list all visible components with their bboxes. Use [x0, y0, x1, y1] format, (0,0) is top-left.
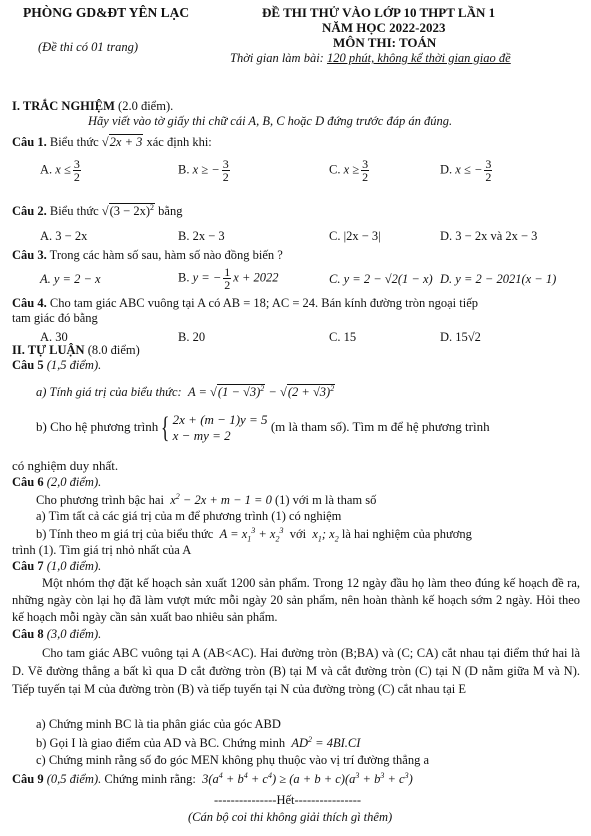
q1-option-a: A. x ≤ $\frac{3}{2}$	[40, 157, 80, 184]
q8-score: (3,0 điểm).	[46, 627, 102, 641]
q8-part-b: b) Gọi I là giao điểm của AD và BC. Chứng minh $AD^2 = 4BI.CI$	[36, 735, 361, 751]
part1-heading	[12, 99, 173, 114]
q9-text: Chứng minh rằng:	[104, 772, 196, 787]
q4-option-a: A. 30	[40, 330, 68, 344]
q7-score: (1,0 điểm).	[46, 559, 102, 573]
q6-part-b: b) Tính theo m giá trị của biểu thức $A = x_1^3 + x_2^3$ với $x_1$; $x_2$ là hai nghiệm của phương	[36, 526, 472, 544]
q5-heading	[12, 358, 101, 373]
q2-c-letter: C.	[329, 229, 341, 243]
q1-option-b: B. x ≥ − $\frac{3}{2}$	[178, 157, 229, 184]
time-prefix: Thời gian làm bài:	[230, 51, 327, 65]
footer-note: (Cán bộ coi thi không giải thích gì thêm)	[188, 810, 393, 824]
q1-radicand: 2x + 3	[109, 135, 143, 149]
q6-part-a: a) Tìm tất cả các giá trị của m để phương trình (1) có nghiệm	[36, 509, 342, 523]
q2-option-b: B. 2x − 3	[178, 229, 225, 243]
q5-eq1: 2x + (m − 1)y = 5	[172, 412, 268, 427]
q5-part-b-cont: có nghiệm duy nhất.	[12, 458, 119, 473]
q1-label: Câu 1.	[12, 135, 47, 149]
q4-option-c: C. 15	[329, 330, 357, 344]
q2-option-c	[329, 229, 381, 244]
q2-option-a: A. 3 − 2x	[40, 229, 88, 243]
q8-part-c: c) Chứng minh rằng số đo góc MEN không phụ thuộc vào vị trí đường thẳng a	[36, 753, 430, 767]
q2-option-d: D. 3 − 2x và 2x − 3	[440, 229, 538, 243]
part2-heading	[12, 343, 140, 358]
department-name: PHÒNG GD&ĐT YÊN LẠC	[23, 5, 190, 20]
q5-part-b: b) Cho hệ phương trình{ 2x + (m − 1)y = 5 x − my = 2 (m là tham số). Tìm m để hệ phương trình	[36, 411, 490, 444]
q6-b-text: b) Tính theo m giá trị của biểu thức	[36, 527, 214, 542]
q2-c-value: |2x − 3|	[343, 229, 381, 243]
q7-label: Câu 7	[12, 559, 44, 573]
q1-stem: Câu 1. Biểu thức √2x + 3 xác định khi:	[12, 135, 212, 149]
q4-label: Câu 4.	[12, 296, 47, 310]
q6-b-tail: là hai nghiệm của phương	[341, 527, 472, 542]
time-value: 120 phút, không kể thời gian giao đề	[326, 51, 511, 65]
q8-heading	[12, 627, 101, 642]
q3-stem	[12, 248, 283, 263]
q7-text: Một nhóm thợ đặt kế hoạch sản xuất 1200 sản phẩm. Trong 12 ngày đầu họ làm theo đúng kế hoạch đề ra, những ngày còn lại họ đã làm vượt mức mỗi ngày 20 sản phẩm, nên hoàn thành kế hoạch sớm 2 ngày. Hỏi theo kế hoạch mỗi ngày cần sản xuất bao nhiêu sản phẩm.	[12, 576, 580, 624]
q3-option-b: B. y = − $\frac{1}{2}$ x + 2022	[178, 265, 279, 292]
q9-score: (0,5 điểm).	[46, 772, 102, 787]
q3-b-tail: x + 2022	[233, 270, 279, 285]
q3-b-letter: B.	[178, 270, 190, 285]
q3-option-a: A. y = 2 − x	[40, 272, 101, 286]
q4-stem	[12, 296, 478, 311]
q1-d-letter: D.	[440, 162, 453, 177]
q4-option-b: B. 20	[178, 330, 206, 344]
q3-option-d: D. y = 2 − 2021(x − 1)	[440, 272, 557, 286]
q5-eq2: x − my = 2	[172, 428, 231, 443]
q6-part-b-cont: trình (1). Tìm giá trị nhỏ nhất của A	[12, 543, 192, 557]
q6-label: Câu 6	[12, 475, 44, 489]
q1-text-pre: Biểu thức	[49, 135, 99, 149]
q8-b-text: b) Gọi I là giao điểm của AD và BC. Chứng minh	[36, 736, 286, 751]
q4-text: Cho tam giác ABC vuông tại A có AB = 18; AC = 24. Bán kính đường tròn ngoại tiếp	[49, 296, 479, 310]
q5-score: (1,5 điểm).	[46, 358, 102, 372]
q3-option-c: C. y = 2 − √2(1 − x)	[329, 272, 433, 286]
q1-option-c: C. x ≥ $\frac{3}{2}$	[329, 157, 369, 184]
q1-c-letter: C.	[329, 162, 341, 177]
q2-stem: Câu 2. Biểu thức $√(3 - 2x)^2$ bằng	[12, 203, 183, 219]
q4-option-d: D. 15√2	[440, 330, 481, 344]
q6-intro-text: Cho phương trình bậc hai	[36, 493, 164, 508]
part1-score: (2.0 điểm).	[118, 99, 174, 113]
q3-text: Trong các hàm số sau, hàm số nào đồng biến ?	[49, 248, 283, 262]
q5-part-a: a) Tính giá trị của biểu thức: $A = √(1 - √3)^2 - √(2 + √3)^2$	[36, 384, 335, 400]
q1-a-letter: A.	[40, 162, 53, 177]
part1-title: I. TRẮC NGHIỆM	[12, 99, 115, 113]
time-allowed	[230, 51, 511, 66]
q1-b-letter: B.	[178, 162, 190, 177]
q9: Câu 9 (0,5 điểm). Chứng minh rằng: $3(a^4 + b^4 + c^4) \ge (a + b + c)(a^3 + b^3 + c^3)$	[12, 771, 413, 787]
q5-b-post: (m là tham số). Tìm m để hệ phương trình	[270, 418, 490, 434]
q7-heading	[12, 559, 101, 574]
q6-heading	[12, 475, 101, 490]
q2-text-pre: Biểu thức	[49, 204, 99, 219]
q6-intro-tail: (1) với m là tham số	[274, 493, 377, 508]
q6-intro: Cho phương trình bậc hai $x^2 - 2x + m - 1 = 0$ (1) với m là tham số	[36, 492, 377, 508]
q8-text: Cho tam giác ABC vuông tại A (AB<AC). Hai đường tròn (B;BA) và (C; CA) cắt nhau tại điểm thứ hai là D. Vẽ đường thẳng a bất kì qua D cắt đường tròn (B) tại M và cắt đường tròn (C) tại N (D nằm giữa M và N). Tiếp tuyến tại M của đường tròn (B) và tiếp tuyến tại N của đường tròng (C) cắt nhau tại E	[12, 646, 580, 696]
q5-b-pre: b) Cho hệ phương trình	[36, 418, 159, 434]
end-marker: ---------------Hết----------------	[214, 793, 362, 807]
q2-text-post: bằng	[158, 204, 183, 219]
q3-label: Câu 3.	[12, 248, 47, 262]
q8-label: Câu 8	[12, 627, 44, 641]
part2-score: (8.0 điểm)	[87, 343, 140, 357]
q5-a-text: a) Tính giá trị của biểu thức:	[36, 385, 182, 400]
subject: MÔN THI: TOÁN	[333, 35, 437, 50]
q1-option-d: D. x ≤ − $\frac{3}{2}$	[440, 157, 492, 184]
pages-note: (Đề thi có 01 trang)	[38, 40, 138, 54]
exam-title: ĐỀ THI THỬ VÀO LỚP 10 THPT LẦN 1	[262, 5, 496, 20]
part2-title: II. TỰ LUẬN	[12, 343, 85, 357]
q2-label: Câu 2.	[12, 204, 47, 219]
q1-text-post: xác định khi:	[146, 135, 212, 149]
q5-label: Câu 5	[12, 358, 44, 372]
q4-stem-cont: tam giác đó bằng	[12, 311, 98, 325]
school-year: NĂM HỌC 2022-2023	[322, 20, 446, 35]
part1-instruction: Hãy viết vào tờ giấy thi chữ cái A, B, C hoặc D đứng trước đáp án đúng.	[88, 114, 453, 128]
q6-score: (2,0 điểm).	[46, 475, 102, 489]
q8-part-a: a) Chứng minh BC là tia phân giác của góc ABD	[36, 717, 281, 731]
q9-label: Câu 9	[12, 772, 44, 787]
